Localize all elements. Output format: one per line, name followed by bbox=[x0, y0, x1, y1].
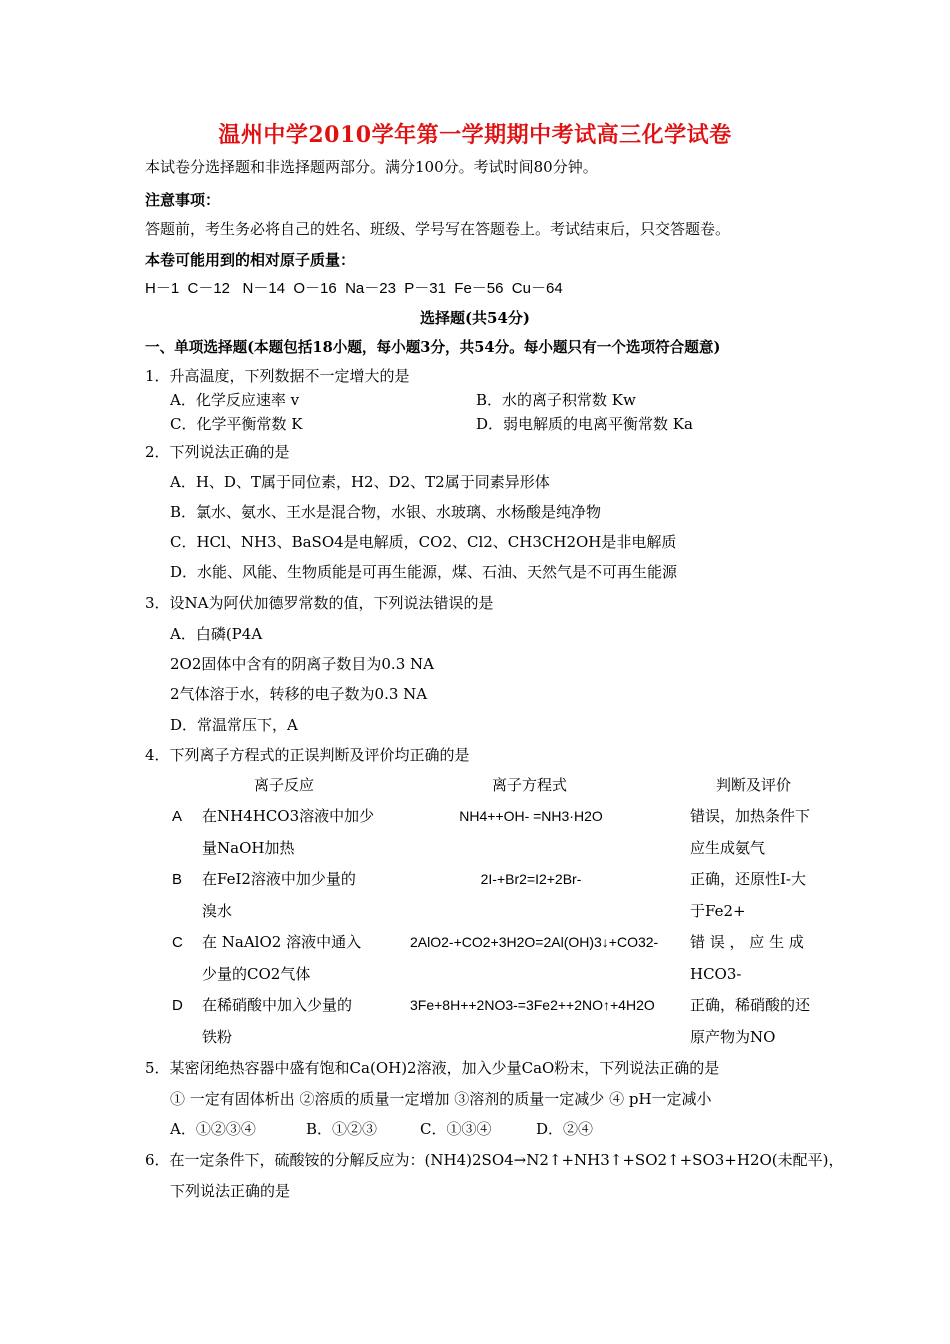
atomic-mass-list: H－1 C－12 N－14 O－16 Na－23 P－31 Fe－56 Cu－64 bbox=[145, 280, 563, 297]
section-title: 选择题(共54分) bbox=[419, 309, 531, 327]
q4-reaction-line: 铁粉 bbox=[202, 1028, 233, 1046]
q4-row-label: B bbox=[172, 871, 183, 888]
q4-header-evaluation: 判断及评价 bbox=[716, 776, 792, 794]
exam-title: 温州中学2010学年第一学期期中考试高三化学试卷 bbox=[218, 122, 732, 148]
q5-option-b: B．①②③ bbox=[306, 1120, 378, 1138]
q2-stem: 2．下列说法正确的是 bbox=[145, 443, 290, 461]
q2-option-a: A．H、D、T属于同位素，H2、D2、T2属于同素异形体 bbox=[170, 473, 550, 491]
q4-eval-line: 原产物为NO bbox=[690, 1028, 776, 1046]
q4-equation: 2AlO2-+CO2+3H2O=2Al(OH)3↓+CO32- bbox=[410, 934, 659, 950]
q4-equation: 3Fe+8H++2NO3-=3Fe2++2NO↑+4H2O bbox=[410, 997, 655, 1013]
q6-stem-continued: 下列说法正确的是 bbox=[170, 1182, 291, 1200]
q2-option-d: D．水能、风能、生物质能是可再生能源，煤、石油、天然气是不可再生能源 bbox=[170, 563, 678, 581]
q4-eval-line: 正确，还原性I-大 bbox=[690, 870, 806, 888]
q1-option-a: A．化学反应速率 v bbox=[170, 391, 300, 409]
q5-option-d: D．②④ bbox=[536, 1120, 594, 1138]
q4-eval-line: 正确，稀硝酸的还 bbox=[690, 996, 811, 1014]
q4-reaction-line: 量NaOH加热 bbox=[202, 839, 295, 857]
q4-equation: 2I-+Br2=I2+2Br- bbox=[480, 871, 582, 887]
q4-stem: 4．下列离子方程式的正误判断及评价均正确的是 bbox=[145, 746, 470, 764]
notice-text: 答题前，考生务必将自己的姓名、班级、学号写在答题卷上。考试结束后，只交答题卷。 bbox=[145, 220, 731, 238]
q3-option-a: A．白磷(P4A bbox=[170, 625, 263, 643]
q4-reaction-line: 在NH4HCO3溶液中加少 bbox=[202, 807, 375, 825]
q6-stem: 6．在一定条件下，硫酸铵的分解反应为：(NH4)2SO4→N2↑+NH3↑+SO2↑+SO3+H2O(未配平)， bbox=[145, 1151, 844, 1169]
q4-header-equation: 离子方程式 bbox=[492, 776, 568, 794]
q4-reaction-line: 在FeI2溶液中加少量的 bbox=[202, 870, 356, 888]
q5-option-a: A．①②③④ bbox=[170, 1120, 256, 1138]
q5-stem: 5．某密闭绝热容器中盛有饱和Ca(OH)2溶液，加入少量CaO粉末，下列说法正确的是 bbox=[145, 1059, 720, 1077]
q5-statements: ① 一定有固体析出 ②溶质的质量一定增加 ③溶剂的质量一定减少 ④ pH一定减小 bbox=[170, 1090, 712, 1108]
q1-option-b: B．水的离子积常数 Kw bbox=[476, 391, 636, 409]
q4-row-label: D bbox=[172, 997, 183, 1014]
q4-eval-line: 于Fe2+ bbox=[690, 902, 746, 920]
q4-reaction-line: 在 NaAlO2 溶液中通入 bbox=[202, 933, 362, 951]
atomic-mass-heading: 本卷可能用到的相对原子质量： bbox=[145, 251, 356, 269]
notice-heading: 注意事项： bbox=[145, 191, 221, 209]
q2-option-b: B．氯水、氨水、王水是混合物，水银、水玻璃、水杨酸是纯净物 bbox=[170, 503, 602, 521]
q4-reaction-line: 溴水 bbox=[202, 902, 233, 920]
q4-row-label: C bbox=[172, 934, 183, 951]
q3-stem: 3．设NA为阿伏加德罗常数的值，下列说法错误的是 bbox=[145, 594, 494, 612]
exam-intro: 本试卷分选择题和非选择题两部分。满分100分。考试时间80分钟。 bbox=[145, 158, 598, 176]
q3-option-d: D．常温常压下，A bbox=[170, 716, 298, 734]
q4-eval-line: HCO3- bbox=[690, 965, 742, 983]
q4-row-label: A bbox=[172, 808, 183, 825]
q4-eval-line: 错 误 ， 应 生 成 bbox=[690, 933, 804, 951]
part1-heading: 一、单项选择题(本题包括18小题，每小题3分，共54分。每小题只有一个选项符合题意) bbox=[145, 339, 721, 356]
q3-option-b: 2O2固体中含有的阴离子数目为0.3 NA bbox=[170, 655, 434, 673]
q2-option-c: C．HCl、NH3、BaSO4是电解质，CO2、Cl2、CH3CH2OH是非电解质 bbox=[170, 533, 677, 551]
q4-eval-line: 应生成氨气 bbox=[690, 839, 766, 857]
q1-option-c: C．化学平衡常数 K bbox=[170, 415, 303, 433]
q4-reaction-line: 在稀硝酸中加入少量的 bbox=[202, 996, 353, 1014]
q4-eval-line: 错误，加热条件下 bbox=[690, 807, 811, 825]
q4-equation: NH4++OH- =NH3·H2O bbox=[459, 808, 603, 824]
q1-stem: 1．升高温度，下列数据不一定增大的是 bbox=[145, 367, 410, 385]
q5-option-c: C．①③④ bbox=[420, 1120, 492, 1138]
q3-option-c: 2气体溶于水，转移的电子数为0.3 NA bbox=[170, 685, 428, 703]
q4-header-reaction: 离子反应 bbox=[254, 776, 315, 794]
q4-reaction-line: 少量的CO2气体 bbox=[202, 965, 311, 983]
q1-option-d: D．弱电解质的电离平衡常数 Ka bbox=[476, 415, 693, 433]
